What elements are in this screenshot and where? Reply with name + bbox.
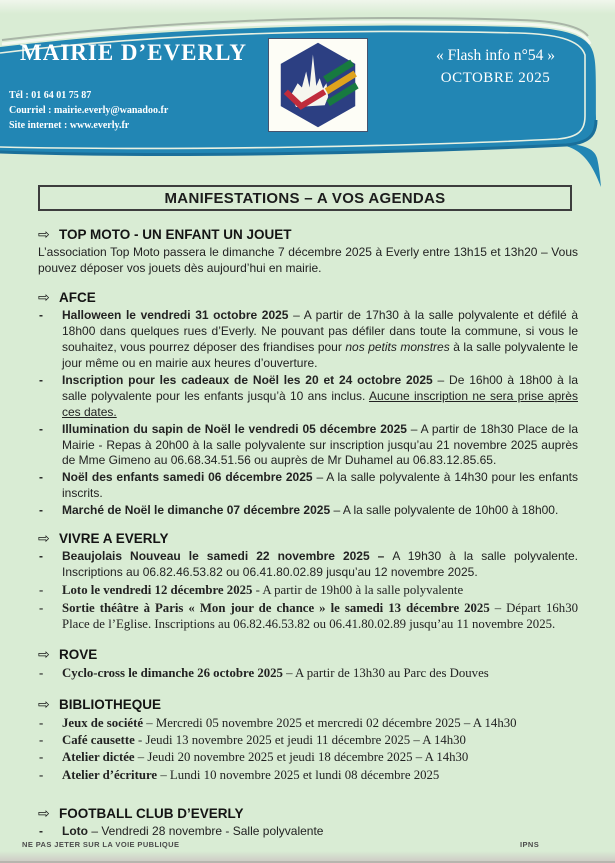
text-run: Beaujolais Nouveau le samedi 22 novembre 2025 – xyxy=(62,549,393,564)
bullet-dash: - xyxy=(39,733,44,748)
agenda-item xyxy=(38,732,578,748)
agenda-item xyxy=(38,549,578,581)
text-run: Cyclo-cross le dimanche 26 octobre 2025 xyxy=(62,666,287,681)
text-run: nos petits monstres xyxy=(345,339,450,354)
contact-block xyxy=(9,88,168,133)
text-run: Halloween le vendredi 31 octobre 2025 xyxy=(62,307,294,322)
text-run: Inscription pour les cadeaux de Noël les 20 et 24 octobre 2025 xyxy=(62,372,438,387)
section-bibliotheque xyxy=(38,697,578,784)
section-intro xyxy=(38,245,578,277)
section-vivre-a-everly xyxy=(38,531,578,632)
agenda-item-text xyxy=(62,549,578,579)
agenda-item xyxy=(38,600,578,633)
text-run: Sortie théâtre à Paris « Mon jour de chance » le samedi 13 décembre 2025 xyxy=(62,600,495,615)
footer-notice: NE PAS JETER SUR LA VOIE PUBLIQUE xyxy=(22,840,180,849)
bullet-dash: - xyxy=(39,666,44,681)
flash-info-number: « Flash info n°54 » xyxy=(435,47,555,64)
section-heading xyxy=(38,697,578,712)
arrow-icon: ⇨ xyxy=(38,530,50,547)
town-hall-title: MAIRIE D’EVERLY xyxy=(20,40,247,65)
bullet-dash: - xyxy=(39,503,43,518)
issue-info xyxy=(408,47,583,87)
contact-phone: Tél : 01 64 01 75 87 xyxy=(9,90,92,101)
issue-month: OCTOBRE 2025 xyxy=(440,70,551,86)
logo-hexagon-icon xyxy=(271,41,365,129)
section-title: TOP MOTO - UN ENFANT UN JOUET xyxy=(59,227,292,242)
text-run: – Départ 16h30 Place de l’Eglise. Inscriptions au 06.82.46.53.82 ou 06.41.80.02.89 jusqu’au 11 novembre 2025. xyxy=(62,600,578,631)
section-top-moto-un-enfant-un-jouet xyxy=(38,227,578,277)
agenda-item-text xyxy=(62,733,466,747)
arrow-icon: ⇨ xyxy=(38,226,50,242)
arrow-icon: ⇨ xyxy=(38,646,50,663)
text-run: – A la salle polyvalente de 10h00 à 18h00. xyxy=(333,503,559,518)
agenda-item xyxy=(38,582,578,598)
agenda-item-text xyxy=(62,768,439,782)
bullet-dash: - xyxy=(39,715,44,730)
text-run: Loto xyxy=(62,824,92,839)
section-title: ROVE xyxy=(59,647,98,663)
contact-email: Courriel : mairie.everly@wanadoo.fr xyxy=(9,105,169,116)
section-title: FOOTBALL CLUB D’EVERLY xyxy=(59,806,244,822)
agenda-item xyxy=(38,503,578,519)
section-title: VIVRE A EVERLY xyxy=(59,531,169,547)
agenda-item xyxy=(38,373,578,421)
section-heading xyxy=(38,806,578,821)
section-heading xyxy=(38,647,578,662)
text-run: Aucune inscription ne sera prise après ces dates. xyxy=(62,388,578,419)
bullet-dash: - xyxy=(39,372,43,387)
text-run: Marché de Noël le dimanche 07 décembre 2025 xyxy=(62,503,334,518)
text-run: Atelier d’écriture xyxy=(62,767,161,782)
text-run: – Jeudi 20 novembre 2025 et jeudi 18 décembre 2025 – A 14h30 xyxy=(137,750,469,765)
section-rove xyxy=(38,647,578,681)
agenda-item-text xyxy=(62,750,468,764)
text-run: Atelier dictée xyxy=(62,750,138,765)
agenda-item-text xyxy=(62,503,558,517)
manifestations-title: MANIFESTATIONS – A VOS AGENDAS xyxy=(164,189,446,207)
agenda-item xyxy=(38,715,578,731)
everly-commune-logo xyxy=(268,38,368,132)
text-run: – De 16h00 à 18h00 à la salle polyvalente pour les enfants jusqu’à 10 ans inclus. xyxy=(62,372,579,403)
header-banner xyxy=(0,0,615,200)
text-run: Café causette xyxy=(62,733,139,748)
bullet-dash: - xyxy=(39,421,43,436)
agenda-item-text xyxy=(62,601,578,631)
section-title: BIBLIOTHEQUE xyxy=(59,696,162,712)
arrow-icon: ⇨ xyxy=(38,805,50,822)
bullet-dash: - xyxy=(39,767,44,782)
text-run: – Mercredi 05 novembre 2025 et mercredi 02 décembre 2025 – A 14h30 xyxy=(146,715,517,730)
arrow-icon: ⇨ xyxy=(38,695,50,712)
agenda-item-text xyxy=(62,583,463,597)
text-run: A 19h30 à la salle polyvalente. Inscriptions au 06.82.46.53.82 ou 06.41.80.02.89 jusqu’au 12 novembre 2025. xyxy=(62,549,578,580)
scan-edge-bottom xyxy=(0,851,615,863)
bullet-dash: - xyxy=(39,600,44,615)
text-run: L’association Top Moto passera le dimanche 7 décembre 2025 à Everly entre 13h15 et 13h20 – Vous pouvez déposer vos jouets dès aujourd’hui en mairie. xyxy=(38,245,578,275)
bullet-dash: - xyxy=(39,307,43,322)
text-run: Illumination du sapin de Noël le vendredi 05 décembre 2025 xyxy=(62,421,411,436)
bullet-dash: - xyxy=(39,583,44,598)
text-run: Jeux de société xyxy=(62,715,147,730)
section-heading xyxy=(38,531,578,546)
sections xyxy=(38,222,578,840)
section-heading xyxy=(38,227,578,242)
agenda-item xyxy=(38,422,578,470)
contact-website: Site internet : www.everly.fr xyxy=(9,120,130,131)
agenda-item xyxy=(38,470,578,502)
bullet-dash: - xyxy=(39,750,44,765)
agenda-item-text xyxy=(62,373,578,419)
text-run: à la salle polyvalente le jour même ou en mairie aux heures d’ouverture. xyxy=(62,339,578,370)
bullet-dash: - xyxy=(39,470,43,485)
text-run: – Vendredi 28 novembre - Salle polyvalente xyxy=(91,824,324,839)
text-run: Noël des enfants samedi 06 décembre 2025 xyxy=(62,470,317,485)
manifestations-title-box xyxy=(38,185,572,211)
agenda-item xyxy=(38,749,578,765)
agenda-item-text xyxy=(62,470,578,500)
section-afce xyxy=(38,290,578,519)
agenda-item xyxy=(38,767,578,783)
text-run: – A partir de 17h30 à la salle polyvalente et défilé à 18h00 dans quelques rues d’Everly. Ne pouvant pas défiler dans toute la commune, si vous le souhaitez, vous pourrez déposer des friandises pour xyxy=(62,307,578,354)
text-run: – A partir de 18h30 Place de la Mairie - Repas à 20h00 à la salle polyvalente sur inscription jusqu’au 21 novembre 2025 auprès de Mme Gimeno au 06.68.34.51.56 ou auprès de Mr Duhamel au 06.83.12.85.65. xyxy=(62,421,578,468)
agenda-item-text xyxy=(62,422,578,468)
text-run: – A la salle polyvalente à 14h30 pour les enfants inscrits. xyxy=(62,470,578,501)
agenda-item-text xyxy=(62,308,578,370)
agenda-item xyxy=(38,665,578,681)
footer-ipns: IPNS xyxy=(520,840,540,849)
bullet-dash: - xyxy=(39,549,43,564)
bullet-dash: - xyxy=(39,824,43,839)
text-run: Loto le vendredi 12 décembre 2025 xyxy=(62,583,256,598)
text-run: - Jeudi 13 novembre 2025 et jeudi 11 décembre 2025 – A 14h30 xyxy=(138,733,466,748)
text-run: – Lundi 10 novembre 2025 et lundi 08 décembre 2025 xyxy=(160,767,440,782)
agenda-item-text xyxy=(62,666,489,680)
agenda-item xyxy=(38,308,578,372)
text-run: - A partir de 19h00 à la salle polyvalente xyxy=(255,583,464,598)
agenda-item xyxy=(38,824,578,840)
agenda-item-text xyxy=(62,716,517,730)
text-run: – A partir de 13h30 au Parc des Douves xyxy=(286,666,489,681)
arrow-icon: ⇨ xyxy=(38,288,50,305)
section-football-club-d-everly xyxy=(38,806,578,840)
agenda-item-text xyxy=(62,824,323,838)
section-heading xyxy=(38,290,578,305)
section-title: AFCE xyxy=(59,289,96,305)
